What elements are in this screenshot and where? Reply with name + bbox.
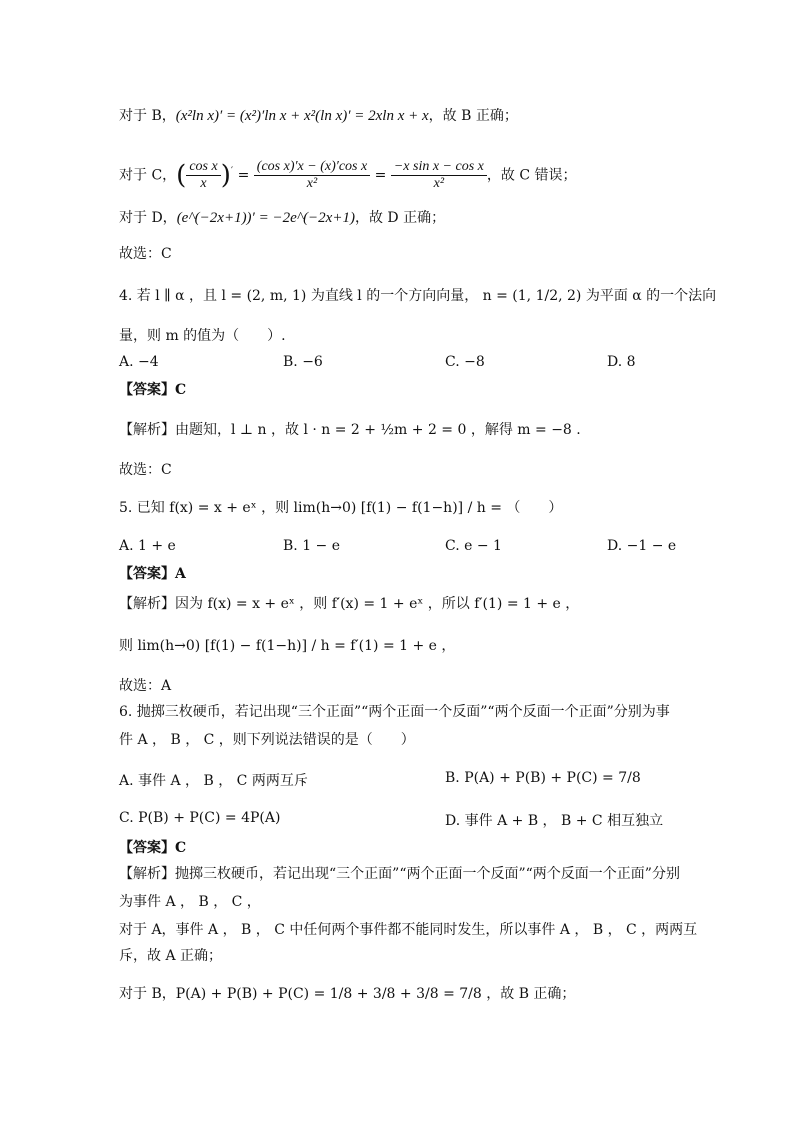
- q6-option-b: B. P(A) + P(B) + P(C) = 7/8: [445, 770, 641, 786]
- q4-stem-line1: 4. 若 l ∥ α ，且 l = (2, m, 1) 为直线 l 的一个方向向量， n = (1, 1/2, 2) 为平面 α 的一个法向: [119, 288, 717, 304]
- q5-analysis-line2: 则 lim(h→0) [f(1) − f(1−h)] / h = f′(1) = 1 + e ，: [119, 638, 456, 654]
- q6-analysis-line5: 对于 B，P(A) + P(B) + P(C) = 1/8 + 3/8 + 3/8 = 7/8 ，故 B 正确；: [119, 986, 576, 1002]
- q4-choice: 故选：C: [119, 462, 172, 478]
- q3-b-line: 对于 B，(x²ln x)′ = (x²)′ln x + x²(ln x)′ = 2xln x + x，故 B 正确；: [119, 108, 518, 124]
- q4-option-a: A. −4: [119, 354, 159, 370]
- q6-analysis-line1: 【解析】抛掷三枚硬币，若记出现“三个正面”“两个正面一个反面”“两个反面一个正面”分别: [119, 866, 680, 882]
- q5-analysis-line1: 【解析】因为 f(x) = x + eˣ ，则 f′(x) = 1 + eˣ ，所以 f′(1) = 1 + e ，: [119, 596, 580, 612]
- q4-answer: 【答案】C: [119, 382, 187, 398]
- q6-analysis-line2: 为事件 A ， B ， C ，: [119, 894, 261, 910]
- q6-analysis-line3: 对于 A，事件 A ， B ， C 中任何两个事件都不能同时发生，所以事件 A ， B ， C ，两两互: [119, 922, 698, 938]
- q5-option-b: B. 1 − e: [283, 538, 341, 554]
- q5-choice: 故选：A: [119, 678, 172, 694]
- q3-choice: 故选：C: [119, 246, 172, 262]
- q4-option-c: C. −8: [445, 354, 485, 370]
- q5-option-c: C. e − 1: [445, 538, 502, 554]
- q5-stem: 5. 已知 f(x) = x + eˣ ，则 lim(h→0) [f(1) − f(1−h)] / h = （ ）: [119, 500, 563, 516]
- q6-stem-line1: 6. 抛掷三枚硬币，若记出现“三个正面”“两个正面一个反面”“两个反面一个正面”分别为事: [119, 704, 670, 720]
- q5-option-a: A. 1 + e: [119, 538, 176, 554]
- q6-option-a: A. 事件 A ， B ， C 两两互斥: [119, 773, 308, 789]
- q4-stem-line2: 量，则 m 的值为（ ）.: [119, 328, 286, 344]
- q4-option-b: B. −6: [283, 354, 323, 370]
- q4-analysis: 【解析】由题知，l ⊥ n ，故 l · n = 2 + ½m + 2 = 0 ，解得 m = −8 .: [119, 422, 581, 438]
- q4-option-d: D. 8: [607, 354, 636, 370]
- q6-answer: 【答案】C: [119, 840, 187, 856]
- q6-option-d: D. 事件 A + B ， B + C 相互独立: [445, 813, 664, 829]
- q6-stem-line2: 件 A ， B ， C ，则下列说法错误的是（ ）: [119, 732, 415, 748]
- q6-option-c: C. P(B) + P(C) = 4P(A): [119, 810, 281, 826]
- q5-answer: 【答案】A: [119, 566, 186, 582]
- q3-d-line: 对于 D，(e^(−2x+1))′ = −2e^(−2x+1)，故 D 正确；: [119, 210, 446, 226]
- q5-option-d: D. −1 − e: [607, 538, 677, 554]
- q6-analysis-line4: 斥，故 A 正确；: [119, 948, 223, 964]
- q3-c-line: 对于 C，( $\frac{\text{cos x}}{x}$ )′ = $\frac{\text{(cos x)′x − (x)′cos x}}{\text{x²}}$ = $\frac{\text{−x sin x − cos x}}{\text{x²}}$ ，故 C 错误；: [119, 159, 577, 192]
